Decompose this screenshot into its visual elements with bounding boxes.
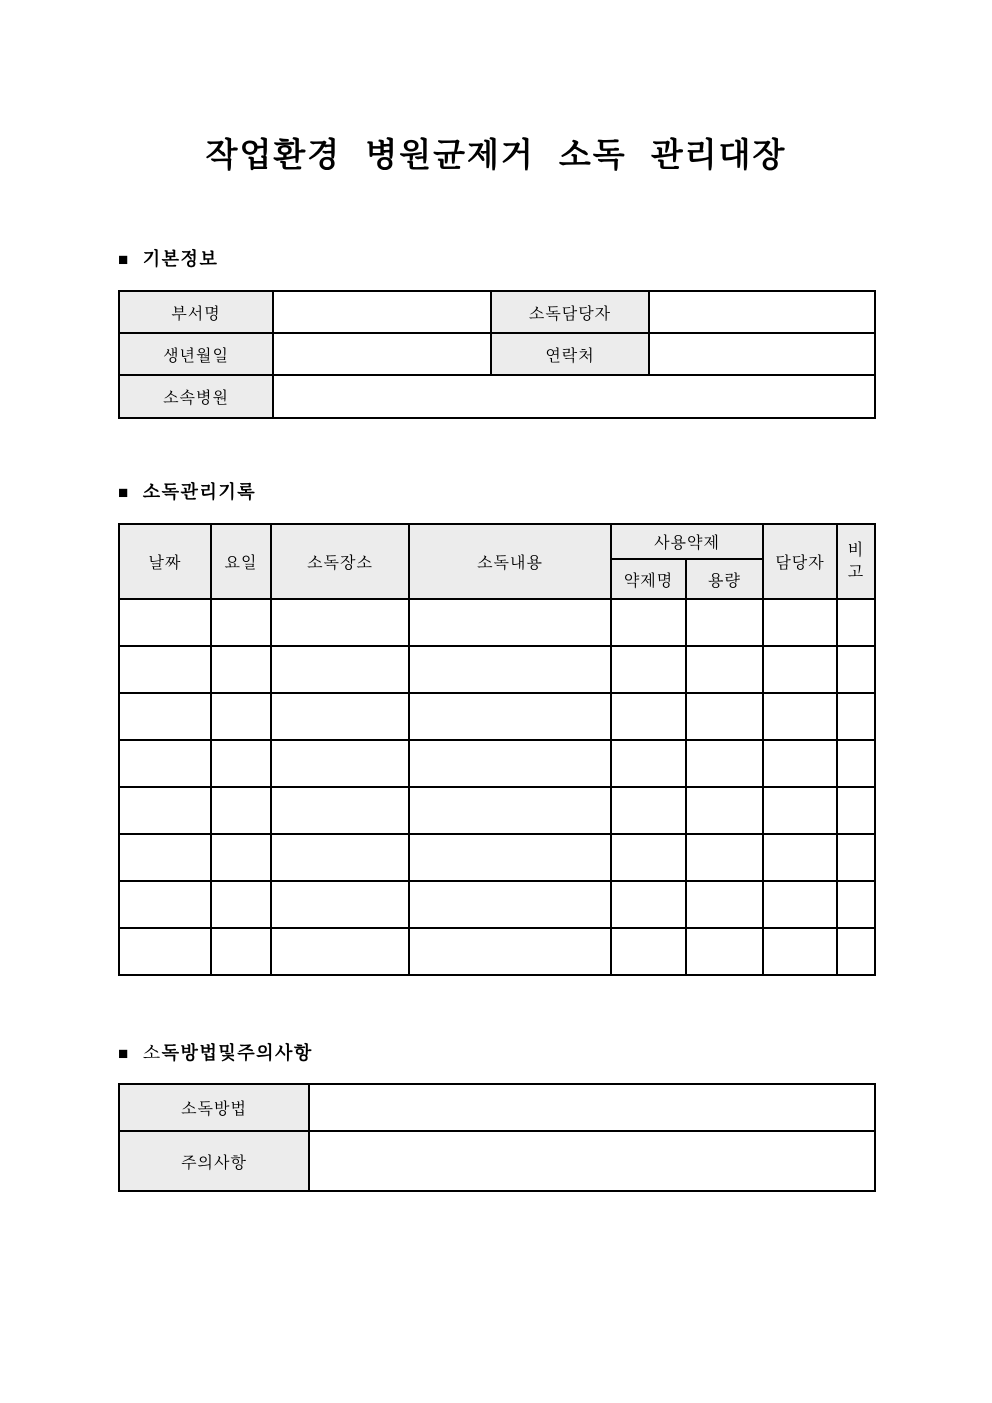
value-disinfection-manager bbox=[649, 291, 875, 333]
record-cell bbox=[271, 787, 409, 834]
label-contact: 연락처 bbox=[491, 333, 649, 375]
record-cell bbox=[837, 834, 875, 881]
label-disinfection-method: 소독방법 bbox=[119, 1084, 309, 1131]
label-precautions: 주의사항 bbox=[119, 1131, 309, 1191]
record-cell bbox=[763, 599, 837, 646]
record-cell bbox=[837, 599, 875, 646]
record-cell bbox=[271, 740, 409, 787]
record-cell bbox=[119, 787, 211, 834]
record-cell bbox=[837, 646, 875, 693]
section-bullet-icon: ■ bbox=[118, 1043, 130, 1063]
record-cell bbox=[686, 599, 763, 646]
col-day: 요일 bbox=[211, 524, 271, 599]
record-cell bbox=[686, 834, 763, 881]
record-cell bbox=[119, 693, 211, 740]
record-cell bbox=[211, 787, 271, 834]
record-cell bbox=[763, 834, 837, 881]
record-cell bbox=[211, 599, 271, 646]
record-cell bbox=[119, 834, 211, 881]
section-heading-label: 소독관리기록 bbox=[142, 482, 257, 502]
record-cell bbox=[271, 693, 409, 740]
section-heading-label-rest: 독방법및주의사항 bbox=[161, 1043, 313, 1063]
record-cell bbox=[271, 834, 409, 881]
record-cell bbox=[119, 646, 211, 693]
record-cell bbox=[763, 928, 837, 975]
record-row bbox=[119, 740, 875, 787]
record-row bbox=[119, 599, 875, 646]
record-cell bbox=[611, 693, 686, 740]
record-cell bbox=[686, 787, 763, 834]
col-chemicals-group: 사용약제 bbox=[611, 524, 763, 559]
col-dose: 용량 bbox=[686, 559, 763, 599]
col-content: 소독내용 bbox=[409, 524, 611, 599]
value-department-name bbox=[273, 291, 491, 333]
record-cell bbox=[611, 881, 686, 928]
record-cell bbox=[837, 787, 875, 834]
value-contact bbox=[649, 333, 875, 375]
record-cell bbox=[409, 881, 611, 928]
label-disinfection-manager: 소독담당자 bbox=[491, 291, 649, 333]
record-row bbox=[119, 693, 875, 740]
record-cell bbox=[611, 787, 686, 834]
record-cell bbox=[611, 834, 686, 881]
record-cell bbox=[211, 693, 271, 740]
record-cell bbox=[409, 787, 611, 834]
record-cell bbox=[211, 740, 271, 787]
record-cell bbox=[763, 881, 837, 928]
section-heading-record bbox=[118, 481, 256, 503]
record-cell bbox=[409, 928, 611, 975]
record-table bbox=[118, 523, 876, 976]
record-body bbox=[119, 599, 875, 975]
table-row bbox=[119, 333, 875, 375]
value-precautions bbox=[309, 1131, 875, 1191]
record-cell bbox=[119, 740, 211, 787]
section-heading-method bbox=[118, 1042, 313, 1064]
record-cell bbox=[409, 599, 611, 646]
section-heading-label bbox=[143, 1042, 313, 1064]
record-cell bbox=[119, 599, 211, 646]
record-cell bbox=[271, 881, 409, 928]
record-cell bbox=[271, 646, 409, 693]
value-birth-date bbox=[273, 333, 491, 375]
record-cell bbox=[611, 599, 686, 646]
table-row bbox=[119, 375, 875, 418]
record-cell bbox=[211, 928, 271, 975]
record-cell bbox=[211, 834, 271, 881]
table-row bbox=[119, 291, 875, 333]
record-cell bbox=[763, 740, 837, 787]
record-cell bbox=[837, 740, 875, 787]
record-cell bbox=[119, 881, 211, 928]
section-heading-label-prefix: 소 bbox=[142, 1043, 162, 1063]
section-heading-basic-info bbox=[118, 248, 218, 270]
record-row bbox=[119, 881, 875, 928]
page-title: 작업환경 병원균제거 소독 관리대장 bbox=[205, 136, 787, 173]
label-hospital: 소속병원 bbox=[119, 375, 273, 418]
record-cell bbox=[763, 693, 837, 740]
col-date: 날짜 bbox=[119, 524, 211, 599]
method-table bbox=[118, 1083, 876, 1192]
table-row bbox=[119, 1084, 875, 1131]
record-cell bbox=[271, 928, 409, 975]
record-cell bbox=[686, 693, 763, 740]
record-cell bbox=[837, 928, 875, 975]
record-cell bbox=[837, 881, 875, 928]
record-cell bbox=[686, 881, 763, 928]
record-cell bbox=[611, 740, 686, 787]
record-cell bbox=[611, 646, 686, 693]
record-cell bbox=[211, 646, 271, 693]
record-cell bbox=[271, 599, 409, 646]
label-department-name: 부서명 bbox=[119, 291, 273, 333]
record-cell bbox=[686, 928, 763, 975]
col-chemical-name: 약제명 bbox=[611, 559, 686, 599]
col-manager: 담당자 bbox=[763, 524, 837, 599]
section-bullet-icon: ■ bbox=[118, 249, 130, 269]
record-cell bbox=[611, 928, 686, 975]
col-note bbox=[837, 524, 875, 599]
record-cell bbox=[409, 646, 611, 693]
record-row bbox=[119, 787, 875, 834]
section-heading-label: 기본정보 bbox=[142, 249, 219, 269]
record-cell bbox=[409, 834, 611, 881]
record-row bbox=[119, 646, 875, 693]
record-cell bbox=[686, 646, 763, 693]
record-cell bbox=[763, 787, 837, 834]
value-disinfection-method bbox=[309, 1084, 875, 1131]
record-cell bbox=[211, 881, 271, 928]
record-row bbox=[119, 834, 875, 881]
record-cell bbox=[119, 928, 211, 975]
record-cell bbox=[409, 740, 611, 787]
col-place: 소독장소 bbox=[271, 524, 409, 599]
value-hospital bbox=[273, 375, 875, 418]
section-bullet-icon: ■ bbox=[118, 482, 130, 502]
record-cell bbox=[837, 693, 875, 740]
record-cell bbox=[763, 646, 837, 693]
record-cell bbox=[409, 693, 611, 740]
label-birth-date: 생년월일 bbox=[119, 333, 273, 375]
record-header-row bbox=[119, 524, 875, 559]
record-cell bbox=[686, 740, 763, 787]
basic-info-table bbox=[118, 290, 876, 419]
record-row bbox=[119, 928, 875, 975]
col-note-label: 비고 bbox=[847, 541, 865, 581]
table-row bbox=[119, 1131, 875, 1191]
